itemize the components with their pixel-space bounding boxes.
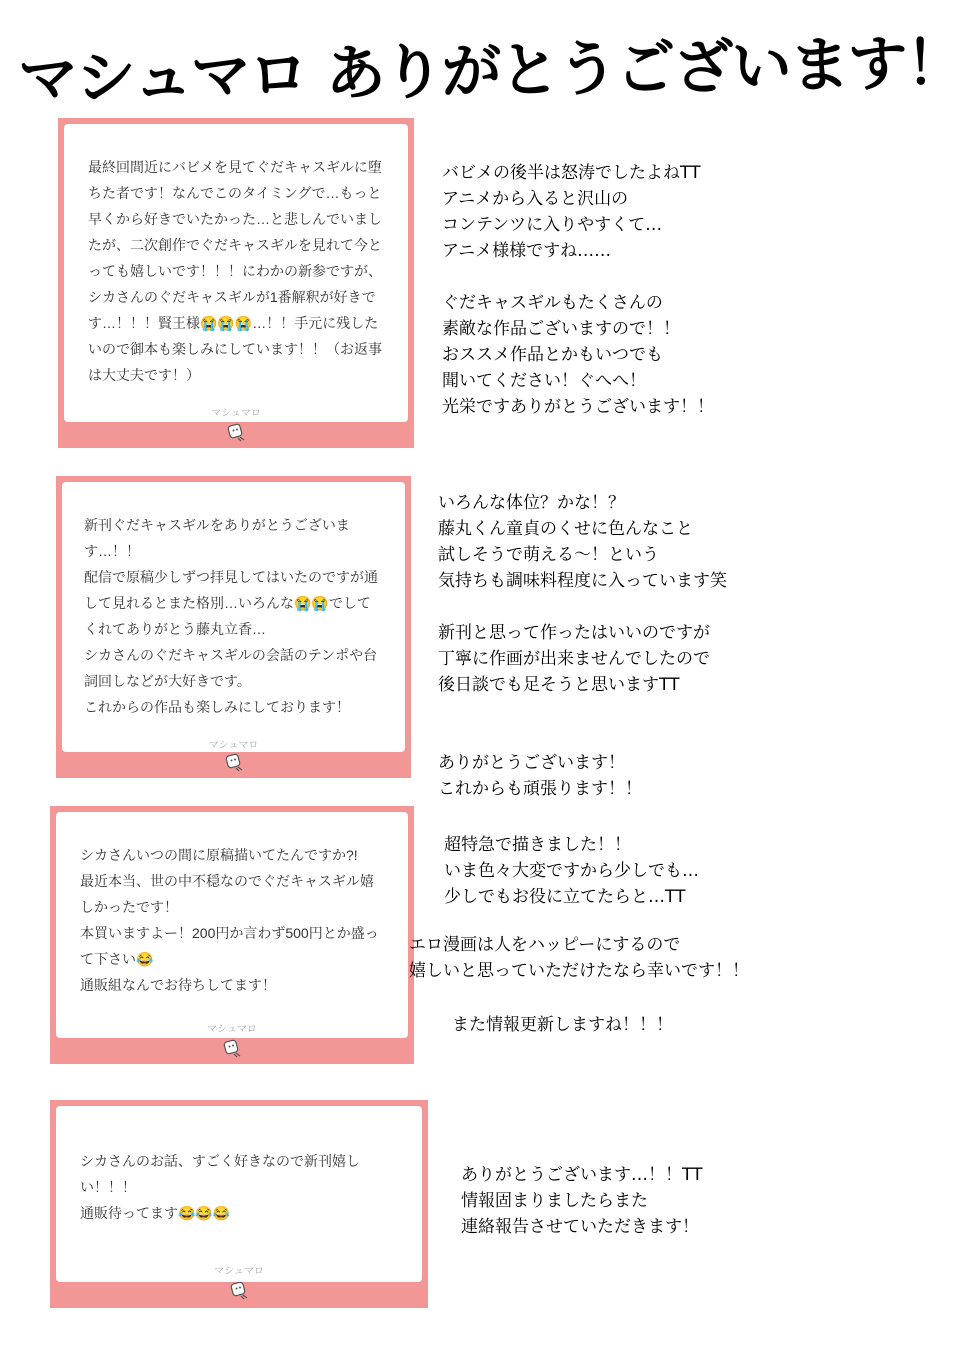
marshmallow-icon: [222, 1038, 242, 1058]
marshmallow-icon: [224, 752, 244, 772]
page-title: マシュマロ ありがとうございます！: [17, 28, 964, 115]
message-card: [50, 1100, 428, 1308]
reply-text: ありがとうございます…！！TT 情報固まりましたらまた 連絡報告させていただきます！: [461, 1165, 703, 1237]
reply-text: バビメの後半は怒涛でしたよねTT アニメから入ると沢山の コンテンツに入りやすくて… アニメ様様ですね…… ぐだキャスギルもたくさんの 素敵な作品ございますので！！ おススメ作品とかもいつでも 聞いてください！ぐへへ！ 光栄ですありがとうございます！！: [442, 163, 714, 417]
reply-text: 超特急で描きました！！ いま色々大変ですから少しでも… 少しでもお役に立てたらと…TT: [444, 835, 699, 907]
question-text: シカさんのお話、すごく好きなので新刊嬉しい！！！ 通販待ってます😂😂😂: [80, 1153, 360, 1221]
message-card: [50, 806, 414, 1064]
message-card: [56, 476, 411, 778]
question-text: シカさんいつの間に原稿描いてたんですか?! 最近本当、世の中不穏なのでぐだキャスギル嬉しかったです！ 本買いますよー！200円か言わず500円とか盛って下さい😂 通販組なんでお待ちしてます！: [80, 847, 379, 993]
reply-text: また情報更新しますね！！！: [452, 1015, 673, 1035]
reply-text: いろんな体位？かな！？ 藤丸くん童貞のくせに色んなこと 試しそうで萌える～！という 気持ちも調味料程度に入っています笑 新刊と思って作ったはいいのですが 丁寧に作画が出来ませんでしたので 後日談でも足そうと思いますTT ありがとうございます！ これからも頑張ります！！: [438, 493, 727, 799]
brand-label: マシュマロ: [211, 408, 261, 419]
reply-text: エロ漫画は人をハッピーにするので 嬉しいと思っていただけたなら幸いです！！: [409, 935, 749, 981]
brand-label: マシュマロ: [208, 740, 259, 751]
message-card: [58, 118, 414, 448]
brand-label: マシュマロ: [207, 1024, 257, 1035]
marshmallow-icon: [229, 1280, 249, 1300]
question-text: 新刊ぐだキャスギルをありがとうございます…！！ 配信で原稿少しずつ拝見してはいたのですが通して見れるとまた格別…いろんな😭😭でしてくれてありがとう藤丸立香… シカさんのぐだキャスギルの会話のテンポや台詞回しなどが大好きです。 これからの作品も楽しみにしております！: [84, 517, 378, 715]
marshmallow-icon: [226, 422, 246, 442]
question-text: 最終回間近にバビメを見てぐだキャスギルに堕ちた者です！なんでこのタイミングで…もっと早くから好きでいたかった…と悲しんでいましたが、二次創作でぐだキャスギルを見れて今とっても嬉しいです！！！にわかの新参ですが、シカさんのぐだキャスギルが1番解釈が好きです…！！！賢王様😭😭😭…！！手元に残したいので御本も楽しみにしています！！（お返事は大丈夫です！）: [88, 159, 382, 383]
brand-label: マシュマロ: [214, 1266, 264, 1277]
